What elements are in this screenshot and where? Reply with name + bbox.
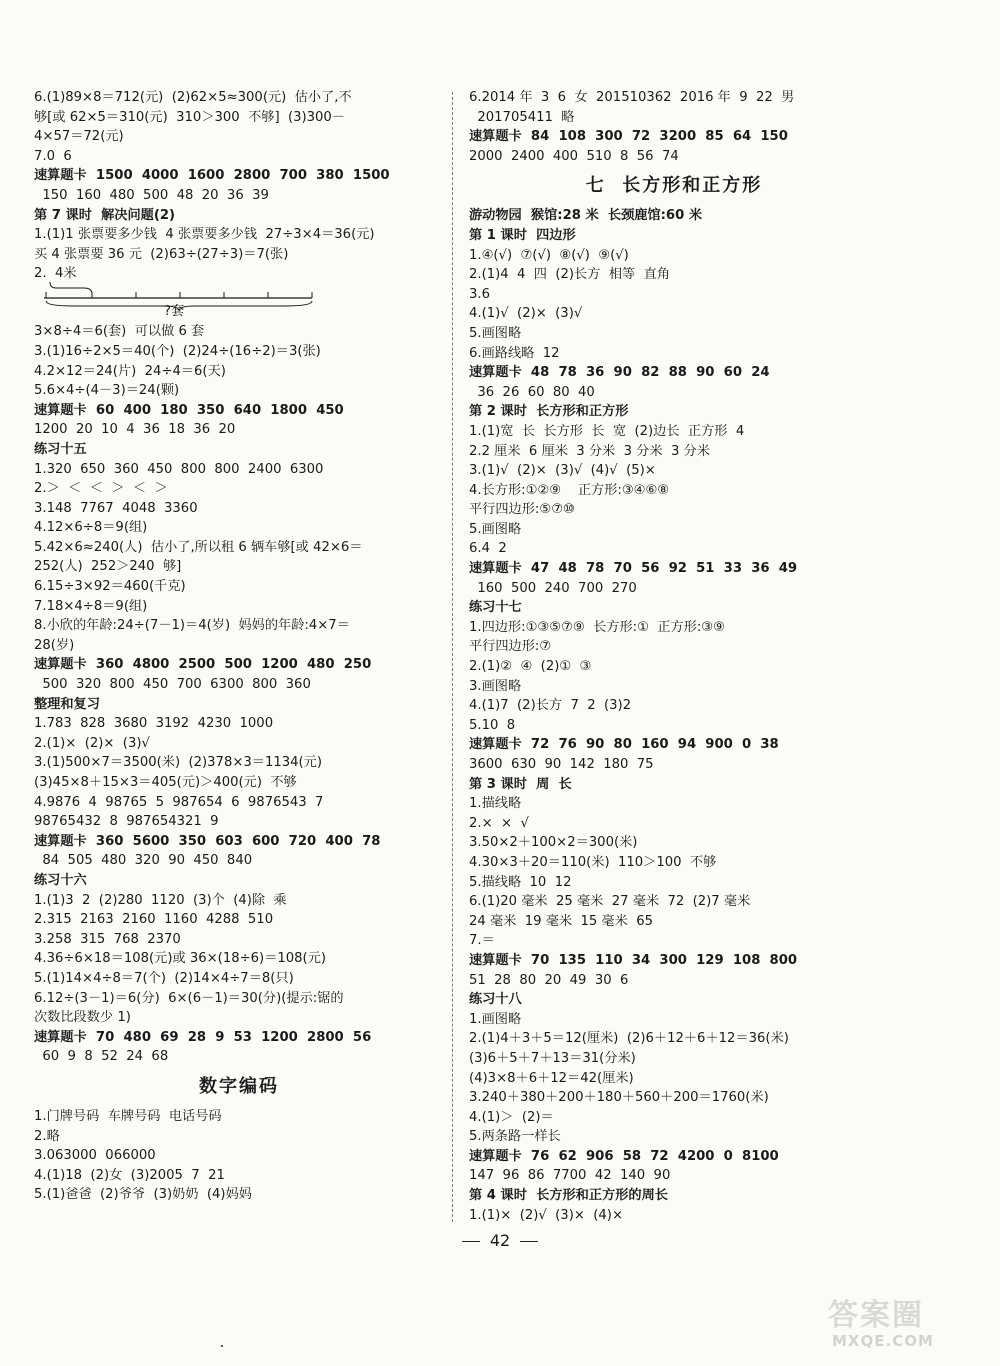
bold-line: 练习十七 bbox=[469, 600, 522, 616]
bold-line: 速算题卡 60 400 180 350 640 1800 450 bbox=[34, 402, 344, 418]
left-column bbox=[34, 88, 444, 1205]
answer-line: 5.10 8 bbox=[469, 717, 516, 733]
answer-line: 1.320 650 360 450 800 800 2400 6300 bbox=[34, 461, 324, 477]
answer-line: 36 26 60 80 40 bbox=[469, 384, 595, 400]
answer-line: 7.＝ bbox=[469, 933, 495, 949]
answer-line: 6.12÷(3－1)＝6(分) 6×(6－1)＝30(分)(提示:锯的 bbox=[34, 990, 344, 1006]
answer-line: 2.略 bbox=[34, 1128, 60, 1144]
answer-line: 1.④(√) ⑦(√) ⑧(√) ⑨(√) bbox=[469, 247, 629, 263]
answer-line: 252(人) 252＞240 够] bbox=[34, 559, 182, 575]
answer-line: 3600 630 90 142 180 75 bbox=[469, 757, 654, 772]
section-heading: 数字编码 bbox=[199, 1075, 279, 1097]
watermark-logo bbox=[828, 1290, 988, 1360]
answer-line: 4.12×6÷8＝9(组) bbox=[34, 520, 148, 536]
answer-line: 1.(1)1 张票要多少钱 4 张票要多少钱 27÷3×4＝36(元) bbox=[34, 227, 375, 243]
bold-line: 速算题卡 47 48 78 70 56 92 51 33 36 49 bbox=[469, 561, 798, 577]
bold-line: 第 2 课时 长方形和正方形 bbox=[469, 404, 629, 420]
diagram-top-label: 2. 4米 bbox=[34, 266, 77, 282]
answer-line: 2.(1)4 4 四 (2)长方 相等 直角 bbox=[469, 267, 670, 283]
answer-line: 3.148 7767 4048 3360 bbox=[34, 500, 198, 516]
answer-line: 24 毫米 19 毫米 15 毫米 65 bbox=[469, 913, 653, 929]
bold-line: 练习十八 bbox=[469, 992, 522, 1008]
answer-line: 4.36÷6×18＝108(元)或 36×(18÷6)＝108(元) bbox=[34, 951, 327, 967]
stray-dot bbox=[221, 1345, 223, 1347]
answer-line: 2.315 2163 2160 1160 4288 510 bbox=[34, 912, 274, 928]
bold-line: 速算题卡 84 108 300 72 3200 85 64 150 bbox=[469, 129, 788, 145]
bold-line: 速算题卡 76 62 906 58 72 4200 0 8100 bbox=[469, 1148, 779, 1164]
bold-line: 游动物园 猴馆:28 米 长颈鹿馆:60 米 bbox=[469, 208, 703, 224]
watermark-title: 答案圈 bbox=[828, 1298, 924, 1333]
answer-line: 51 28 80 20 49 30 6 bbox=[469, 972, 629, 988]
answer-line: 5.6×4÷(4－3)＝24(颗) bbox=[34, 383, 180, 399]
answer-line: 2.× × √ bbox=[469, 815, 529, 831]
answer-line: 1.画图略 bbox=[469, 1011, 522, 1027]
answer-line: 6.2014 年 3 6 女 201510362 2016 年 9 22 男 bbox=[469, 90, 795, 105]
answer-line: 5.描线略 10 12 bbox=[469, 874, 572, 890]
bold-line: 速算题卡 360 4800 2500 500 1200 480 250 bbox=[34, 657, 372, 673]
bold-line: 第 3 课时 周 长 bbox=[469, 776, 572, 792]
page-number bbox=[0, 1231, 1000, 1251]
bold-line: 第 7 课时 解决问题(2) bbox=[34, 207, 176, 223]
answer-line: 2.(1)× (2)× (3)√ bbox=[34, 735, 150, 751]
answer-line: 98765432 8 987654321 9 bbox=[34, 814, 219, 830]
bold-line: 速算题卡 360 5600 350 603 600 720 400 78 bbox=[34, 833, 381, 849]
answer-line: 4.9876 4 98765 5 987654 6 9876543 7 bbox=[34, 794, 324, 810]
answer-line: 平行四边形:⑤⑦⑩ bbox=[469, 502, 575, 518]
answer-line: 28(岁) bbox=[34, 637, 75, 653]
answer-line: 3.6 bbox=[469, 286, 490, 302]
bold-line: 速算题卡 1500 4000 1600 2800 700 380 1500 bbox=[34, 168, 390, 184]
answer-line: 1200 20 10 4 36 18 36 20 bbox=[34, 422, 236, 438]
answer-line: 4×57＝72(元) bbox=[34, 129, 124, 145]
column-divider bbox=[452, 92, 453, 1222]
answer-line: 2000 2400 400 510 8 56 74 bbox=[469, 148, 679, 164]
answer-line: 6.(1)20 毫米 25 毫米 27 毫米 72 (2)7 毫米 bbox=[469, 894, 751, 910]
answer-line: 1.(1)3 2 (2)280 1120 (3)个 (4)除 乘 bbox=[34, 892, 287, 908]
answer-line: 3.(1)500×7＝3500(米) (2)378×3＝1134(元) bbox=[34, 755, 322, 771]
answer-line: 2.2 厘米 6 厘米 3 分米 3 分米 3 分米 bbox=[469, 443, 710, 459]
answer-line: 5.42×6≈240(人) 估小了,所以租 6 辆车够[或 42×6＝ bbox=[34, 539, 363, 555]
answer-line: 1.描线略 bbox=[469, 796, 522, 812]
bold-line: 练习十五 bbox=[34, 441, 87, 457]
watermark-site: MXQE.COM bbox=[832, 1332, 934, 1350]
answer-line: 201705411 略 bbox=[469, 109, 575, 125]
answer-line: 3.240＋380＋200＋180＋560＋200＝1760(米) bbox=[469, 1090, 769, 1106]
section-heading: 七 长方形和正方形 bbox=[585, 175, 763, 197]
answer-line: 4.(1)7 (2)长方 7 2 (3)2 bbox=[469, 698, 632, 714]
bold-line: 速算题卡 72 76 90 80 160 94 900 0 38 bbox=[469, 737, 779, 753]
answer-line: 够[或 62×5＝310(元) 310＞300 不够] (3)300－ bbox=[34, 109, 346, 125]
answer-line: 4.(1)18 (2)女 (3)2005 7 21 bbox=[34, 1167, 225, 1183]
answer-line: 4.(1)＞ (2)＝ bbox=[469, 1109, 554, 1125]
answer-line: 500 320 800 450 700 6300 800 360 bbox=[34, 677, 311, 693]
answer-line: 3.258 315 768 2370 bbox=[34, 931, 181, 947]
answer-line: 84 505 480 320 90 450 840 bbox=[34, 853, 253, 869]
right-column bbox=[469, 88, 879, 1225]
answer-line: 8.小欣的年龄:24÷(7－1)＝4(岁) 妈妈的年龄:4×7＝ bbox=[34, 618, 350, 634]
answer-line: 3.画图略 bbox=[469, 678, 522, 694]
answer-line: 4.30×3＋20＝110(米) 110＞100 不够 bbox=[469, 854, 717, 870]
answer-line: 1.(1)宽 长 长方形 长 宽 (2)边长 正方形 4 bbox=[469, 423, 745, 439]
bold-line: 速算题卡 48 78 36 90 82 88 90 60 24 bbox=[469, 365, 770, 381]
diagram-bottom-label: ?套 bbox=[164, 304, 185, 320]
answer-line: 5.两条路一样长 bbox=[469, 1129, 561, 1145]
bold-line: 练习十六 bbox=[34, 872, 87, 888]
line-segment-diagram bbox=[34, 264, 444, 322]
answer-line: 7.0 6 bbox=[34, 148, 72, 164]
answer-line: 4.(1)√ (2)× (3)√ bbox=[469, 306, 583, 322]
answer-line: 4.2×12＝24(片) 24÷4＝6(天) bbox=[34, 363, 226, 379]
answer-line: (3)45×8＋15×3＝405(元)＞400(元) 不够 bbox=[34, 775, 297, 790]
answer-line: 1.783 828 3680 3192 4230 1000 bbox=[34, 716, 274, 732]
answer-line: 买 4 张票要 36 元 (2)63÷(27÷3)＝7(张) bbox=[34, 246, 289, 262]
answer-line: 6.4 2 bbox=[469, 541, 507, 557]
answer-line: 次数比段数少 1) bbox=[34, 1010, 131, 1026]
answer-line: 3.50×2＋100×2＝300(米) bbox=[469, 835, 638, 851]
answer-line: 3.(1)16÷2×5＝40(个) (2)24÷(16÷2)＝3(张) bbox=[34, 343, 321, 359]
page-number-text: 42 bbox=[489, 1231, 511, 1250]
answer-line: 6.(1)89×8＝712(元) (2)62×5≈300(元) 估小了,不 bbox=[34, 90, 352, 105]
bold-line: 速算题卡 70 135 110 34 300 129 108 800 bbox=[469, 952, 798, 968]
answer-line: 6.15÷3×92＝460(千克) bbox=[34, 579, 186, 595]
answer-line: 1.四边形:①③⑤⑦⑨ 长方形:① 正方形:③⑨ bbox=[469, 619, 725, 635]
bold-line: 整理和复习 bbox=[34, 696, 100, 712]
answer-line: 5.画图略 bbox=[469, 325, 522, 341]
answer-line: 7.18×4÷8＝9(组) bbox=[34, 598, 148, 614]
answer-line: (3)6＋5＋7＋13＝31(分米) bbox=[469, 1050, 636, 1066]
answer-line: 3.063000 066000 bbox=[34, 1148, 156, 1164]
answer-line: 1.(1)× (2)√ (3)× (4)× bbox=[469, 1207, 624, 1223]
answer-line: 2.＞ ＜ ＜ ＞ ＜ ＞ bbox=[34, 481, 168, 497]
answer-line: 2.(1)② ④ (2)① ③ bbox=[469, 659, 592, 675]
bold-line: 速算题卡 70 480 69 28 9 53 1200 2800 56 bbox=[34, 1029, 372, 1045]
answer-line: 5.(1)爸爸 (2)爷爷 (3)奶奶 (4)妈妈 bbox=[34, 1187, 252, 1203]
answer-line: 60 9 8 52 24 68 bbox=[34, 1049, 169, 1065]
bold-line: 第 4 课时 长方形和正方形的周长 bbox=[469, 1188, 668, 1204]
answer-line: (4)3×8＋6＋12＝42(厘米) bbox=[469, 1070, 634, 1086]
answer-line: 5.画图略 bbox=[469, 521, 522, 537]
answer-line: 平行四边形:⑦ bbox=[469, 639, 552, 655]
answer-line: 150 160 480 500 48 20 36 39 bbox=[34, 187, 269, 203]
answer-line: 6.画路线略 12 bbox=[469, 345, 560, 361]
answer-line: 160 500 240 700 270 bbox=[469, 580, 637, 596]
answer-line: 5.(1)14×4÷8＝7(个) (2)14×4÷7＝8(只) bbox=[34, 970, 294, 986]
answer-line: 147 96 86 7700 42 140 90 bbox=[469, 1168, 671, 1184]
bold-line: 第 1 课时 四边形 bbox=[469, 227, 576, 243]
answer-line: 3.(1)√ (2)× (3)√ (4)√ (5)× bbox=[469, 463, 656, 479]
answer-line: 2.(1)4＋3＋5＝12(厘米) (2)6＋12＋6＋12＝36(米) bbox=[469, 1031, 789, 1047]
answer-line: 4.长方形:①②⑨ 正方形:③④⑥⑧ bbox=[469, 482, 670, 498]
answer-line: 3×8÷4＝6(套) 可以做 6 套 bbox=[34, 324, 205, 340]
answer-line: 1.门牌号码 车牌号码 电话号码 bbox=[34, 1108, 222, 1124]
